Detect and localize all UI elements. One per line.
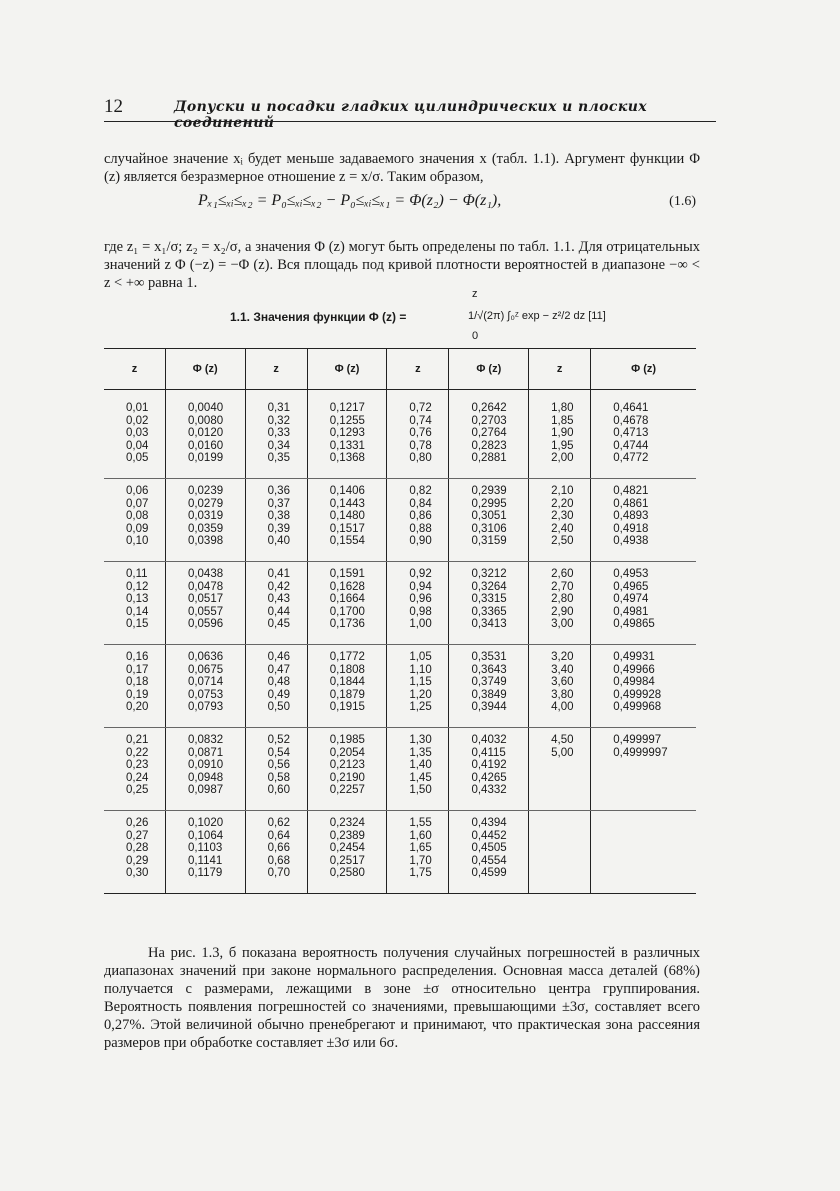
table-cell <box>529 811 591 894</box>
table-cell: 0,4032 0,4115 0,4192 0,4265 0,4332 <box>449 728 529 811</box>
table-cell: 0,1591 0,1628 0,1664 0,1700 0,1736 <box>307 562 387 645</box>
paragraph-2-text: где z₁ = x₁/σ; z₂ = x₂/σ, а значения Φ (z) могут быть определены по табл. 1.1. Для отрицательных значений z Φ (−z) = −Φ (z). Вся площадь под кривой плотности вероятностей в диапазоне −∞ < z < +∞ равна 1. <box>104 239 700 291</box>
table-cell: 0,72 0,74 0,76 0,78 0,80 <box>387 390 449 479</box>
table-caption <box>230 288 650 346</box>
column-header-phi: Φ (z) <box>165 349 245 390</box>
integral-upper-limit: z <box>472 288 478 300</box>
table-cell: 0,0438 0,0478 0,0517 0,0557 0,0596 <box>165 562 245 645</box>
formula-expression: Pₓ₁≤ₓᵢ≤ₓ₂ = P₀≤ₓᵢ≤ₓ₂ − P₀≤ₓᵢ≤ₓ₁ = Φ(z₂) − Φ(z₁), <box>198 192 502 209</box>
integral-lower-limit: 0 <box>472 330 479 342</box>
page-number: 12 <box>104 96 123 117</box>
table-cell: 0,11 0,12 0,13 0,14 0,15 <box>104 562 165 645</box>
table-cell: 0,16 0,17 0,18 0,19 0,20 <box>104 645 165 728</box>
paragraph-intro <box>104 150 700 186</box>
table-cell: 0,1217 0,1255 0,1293 0,1331 0,1368 <box>307 390 387 479</box>
phi-values-table <box>104 348 696 894</box>
table-cell: 0,4394 0,4452 0,4505 0,4554 0,4599 <box>449 811 529 894</box>
table-cell: 0,1406 0,1443 0,1480 0,1517 0,1554 <box>307 479 387 562</box>
column-header-phi: Φ (z) <box>591 349 696 390</box>
formula-number: (1.6) <box>669 194 696 209</box>
table-cell <box>591 811 696 894</box>
table-header-row <box>104 349 696 390</box>
column-header-phi: Φ (z) <box>307 349 387 390</box>
table-cell: 1,05 1,10 1,15 1,20 1,25 <box>387 645 449 728</box>
column-header-phi: Φ (z) <box>449 349 529 390</box>
paragraph-3-text: На рис. 1.3, б показана вероятность получения случайных погрешностей в различных диапазонах значений при законе нормального распределения. Основная масса деталей (68%) получается с размерами, лежащими в зоне ±σ относительно центра группирования. Вероятность появления погрешностей со значениями, превышающими ±3σ, составляет всего 0,27%. Этой величиной обычно пренебрегают и принимают, что практическая зона рассеяния размеров при обработке составляет ±3σ или 6σ. <box>104 945 700 1051</box>
table-cell: 0,41 0,42 0,43 0,44 0,45 <box>245 562 307 645</box>
table-cell: 1,30 1,35 1,40 1,45 1,50 <box>387 728 449 811</box>
table-cell: 0,2324 0,2389 0,2454 0,2517 0,2580 <box>307 811 387 894</box>
table-cell: 0,46 0,47 0,48 0,49 0,50 <box>245 645 307 728</box>
table-row <box>104 645 696 728</box>
column-header-z: z <box>529 349 591 390</box>
table-cell: 1,80 1,85 1,90 1,95 2,00 <box>529 390 591 479</box>
header-rule <box>104 121 716 122</box>
table-cell: 0,92 0,94 0,96 0,98 1,00 <box>387 562 449 645</box>
table-cell: 0,2642 0,2703 0,2764 0,2823 0,2881 <box>449 390 529 479</box>
paragraph-definitions <box>104 238 700 292</box>
table-cell: 0,26 0,27 0,28 0,29 0,30 <box>104 811 165 894</box>
column-header-z: z <box>245 349 307 390</box>
table-cell: 0,1020 0,1064 0,1103 0,1141 0,1179 <box>165 811 245 894</box>
column-header-z: z <box>387 349 449 390</box>
integral-expression: 1/√(2π) ∫₀ᶻ exp − z²/2 dz [11] <box>468 310 606 322</box>
table-cell: 0,0239 0,0279 0,0319 0,0359 0,0398 <box>165 479 245 562</box>
table-row <box>104 728 696 811</box>
table-caption-text: 1.1. Значения функции Φ (z) = <box>230 310 407 324</box>
table-cell: 0,1985 0,2054 0,2123 0,2190 0,2257 <box>307 728 387 811</box>
table-cell: 0,62 0,64 0,66 0,68 0,70 <box>245 811 307 894</box>
paragraph-conclusion <box>104 944 700 1052</box>
table-cell: 2,60 2,70 2,80 2,90 3,00 <box>529 562 591 645</box>
table-cell: 0,06 0,07 0,08 0,09 0,10 <box>104 479 165 562</box>
table-cell: 0,31 0,32 0,33 0,34 0,35 <box>245 390 307 479</box>
table-cell: 0,0040 0,0080 0,0120 0,0160 0,0199 <box>165 390 245 479</box>
page-header <box>104 96 716 131</box>
running-title: Допуски и посадки гладких цилиндрических и плоских соединений <box>174 99 648 131</box>
table-cell: 0,49931 0,49966 0,49984 0,499928 0,499968 <box>591 645 696 728</box>
table-cell: 0,82 0,84 0,86 0,88 0,90 <box>387 479 449 562</box>
table-cell: 0,1772 0,1808 0,1844 0,1879 0,1915 <box>307 645 387 728</box>
table-cell: 4,50 5,00 <box>529 728 591 811</box>
table-cell: 2,10 2,20 2,30 2,40 2,50 <box>529 479 591 562</box>
table-row <box>104 390 696 479</box>
table-cell: 1,55 1,60 1,65 1,70 1,75 <box>387 811 449 894</box>
table-cell: 0,2939 0,2995 0,3051 0,3106 0,3159 <box>449 479 529 562</box>
formula-1-6 <box>104 190 700 220</box>
table-cell: 0,21 0,22 0,23 0,24 0,25 <box>104 728 165 811</box>
table-cell: 0,3212 0,3264 0,3315 0,3365 0,3413 <box>449 562 529 645</box>
paragraph-1-text: случайное значение xᵢ будет меньше задаваемого значения x (табл. 1.1). Аргумент функции Φ (z) является безразмерное отношение z = x/σ. Таким образом, <box>104 151 700 185</box>
column-header-z: z <box>104 349 165 390</box>
table-cell: 3,20 3,40 3,60 3,80 4,00 <box>529 645 591 728</box>
table-cell: 0,499997 0,4999997 <box>591 728 696 811</box>
table-row <box>104 811 696 894</box>
table-cell: 0,4953 0,4965 0,4974 0,4981 0,49865 <box>591 562 696 645</box>
table-cell: 0,4821 0,4861 0,4893 0,4918 0,4938 <box>591 479 696 562</box>
table-row <box>104 562 696 645</box>
table-cell: 0,52 0,54 0,56 0,58 0,60 <box>245 728 307 811</box>
table-cell: 0,0832 0,0871 0,0910 0,0948 0,0987 <box>165 728 245 811</box>
table-row <box>104 479 696 562</box>
table-cell: 0,01 0,02 0,03 0,04 0,05 <box>104 390 165 479</box>
table-cell: 0,36 0,37 0,38 0,39 0,40 <box>245 479 307 562</box>
table-cell: 0,0636 0,0675 0,0714 0,0753 0,0793 <box>165 645 245 728</box>
table-cell: 0,3531 0,3643 0,3749 0,3849 0,3944 <box>449 645 529 728</box>
table-cell: 0,4641 0,4678 0,4713 0,4744 0,4772 <box>591 390 696 479</box>
